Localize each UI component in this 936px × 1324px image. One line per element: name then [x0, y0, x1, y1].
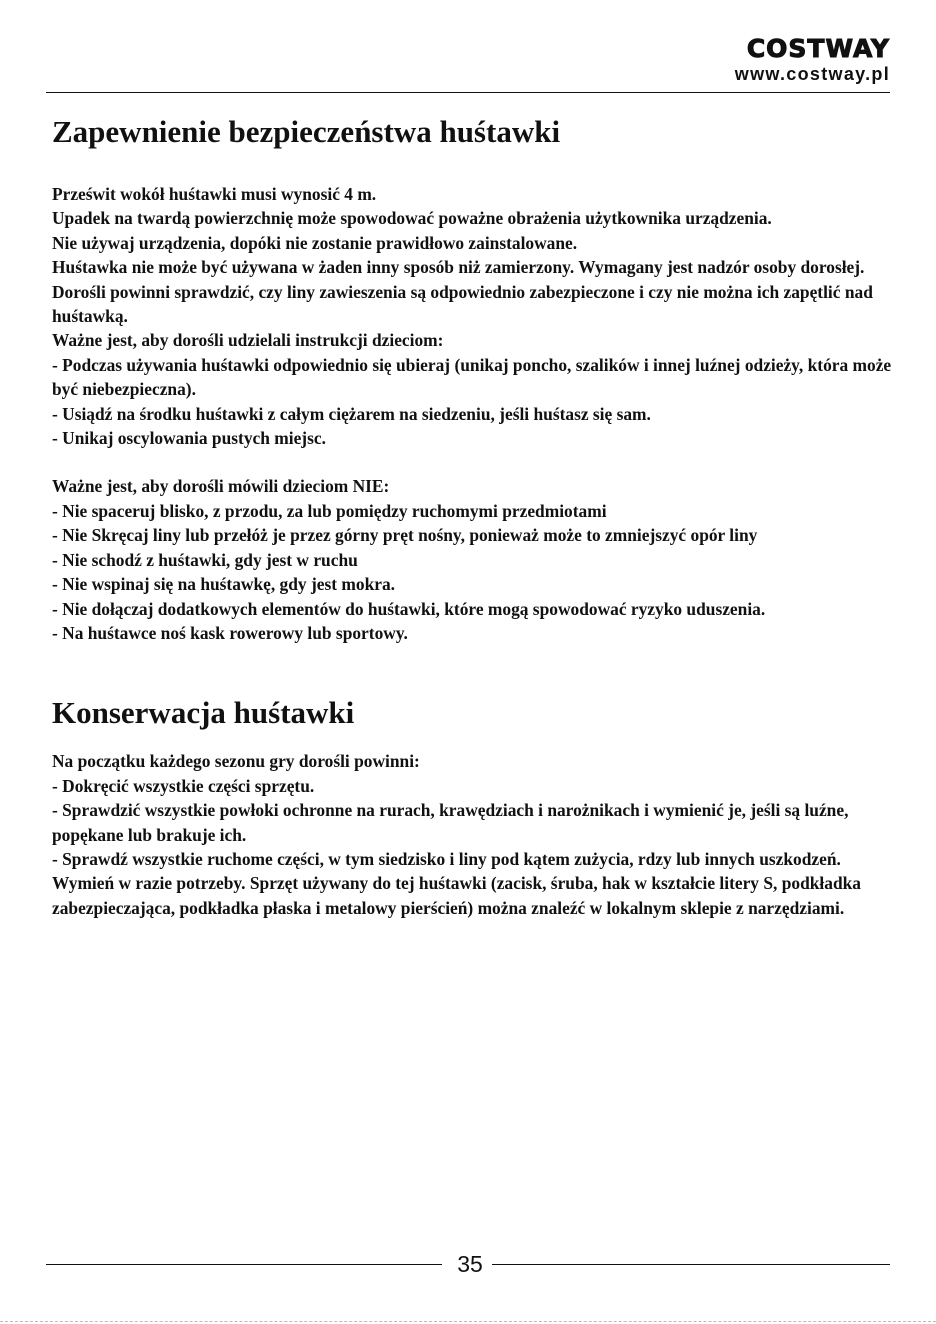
safety-line: Upadek na twardą powierzchnię może spowodować poważne obrażenia użytkownika urządzenia. [52, 208, 772, 229]
maintenance-line: - Dokręcić wszystkie części sprzętu. [52, 775, 315, 796]
prohibition-line: - Nie dołączaj dodatkowych elementów do huśtawki, które mogą spowodować ryzyko uduszenia. [52, 598, 766, 619]
prohibition-line: Ważne jest, aby dorośli mówili dzieciom NIE: [52, 476, 390, 497]
maintenance-heading: Konserwacja huśtawki [52, 695, 355, 731]
safety-line: Ważne jest, aby dorośli udzielali instrukcji dzieciom: [52, 330, 444, 351]
maintenance-line: - Sprawdź wszystkie ruchome części, w tym siedzisko i liny pod kątem zużycia, rdzy lub innych uszkodzeń. Wymień w razie potrzeby. Sprzęt używany do tej huśtawki (zacisk, śruba, hak w kształcie litery S, podkładka zabezpieczająca, podkładka płaska i metalowy pierścień) można znaleźć w lokalnym sklepie z narzędziami. [52, 848, 861, 918]
page-content [52, 108, 892, 920]
safety-line: Prześwit wokół huśtawki musi wynosić 4 m. [52, 184, 377, 204]
safety-line: - Podczas używania huśtawki odpowiednio się ubieraj (unikaj poncho, szalików i innej luźnej odzieży, która może być niebezpieczna). [52, 354, 892, 400]
safety-line: Nie używaj urządzenia, dopóki nie zostanie prawidłowo zainstalowane. [52, 232, 578, 253]
maintenance-section [52, 693, 892, 920]
safety-line: - Usiądź na środku huśtawki z całym ciężarem na siedzeniu, jeśli huśtasz się sam. [52, 403, 651, 424]
brand-block [735, 36, 890, 85]
safety-line: - Unikaj oscylowania pustych miejsc. [52, 428, 326, 449]
maintenance-line: Na początku każdego sezonu gry dorośli powinni: [52, 751, 420, 772]
brand-url[interactable]: www.costway.pl [734, 64, 890, 84]
page-footer [46, 1250, 890, 1278]
prohibition-line: - Nie spaceruj blisko, z przodu, za lub pomiędzy ruchomymi przedmiotami [52, 500, 607, 521]
safety-line: Huśtawka nie może być używana w żaden inny sposób niż zamierzony. Wymagany jest nadzór osoby dorosłej. [52, 257, 865, 278]
safety-line: Dorośli powinni sprawdzić, czy liny zawieszenia są odpowiednio zabezpieczone i czy nie można ich zapętlić nad huśtawką. [52, 281, 873, 327]
prohibition-line: - Nie schodź z huśtawki, gdy jest w ruchu [52, 549, 358, 570]
safety-rules-prohibitions [52, 474, 892, 645]
maintenance-instructions [52, 749, 892, 920]
page-number: 35 [457, 1251, 483, 1277]
safety-rules-general [52, 182, 892, 450]
footer-divider-right [492, 1264, 890, 1265]
brand-logo: COSTWAY [746, 34, 890, 63]
prohibition-line: - Nie Skręcaj liny lub przełóż je przez górny pręt nośny, ponieważ może to zmniejszyć opór liny [52, 525, 758, 546]
header-divider [46, 92, 890, 93]
maintenance-line: - Sprawdzić wszystkie powłoki ochronne na rurach, krawędziach i narożnikach i wymienić je, jeśli są luźne, popękane lub brakuje ich. [52, 800, 849, 845]
footer-divider-left [46, 1264, 442, 1265]
prohibition-line: - Nie wspinaj się na huśtawkę, gdy jest mokra. [52, 574, 395, 595]
page-edge-dashes [0, 1321, 936, 1322]
safety-heading: Zapewnienie bezpieczeństwa huśtawki [52, 114, 561, 149]
prohibition-line: - Na huśtawce noś kask rowerowy lub sportowy. [52, 622, 408, 643]
safety-section [52, 112, 892, 645]
